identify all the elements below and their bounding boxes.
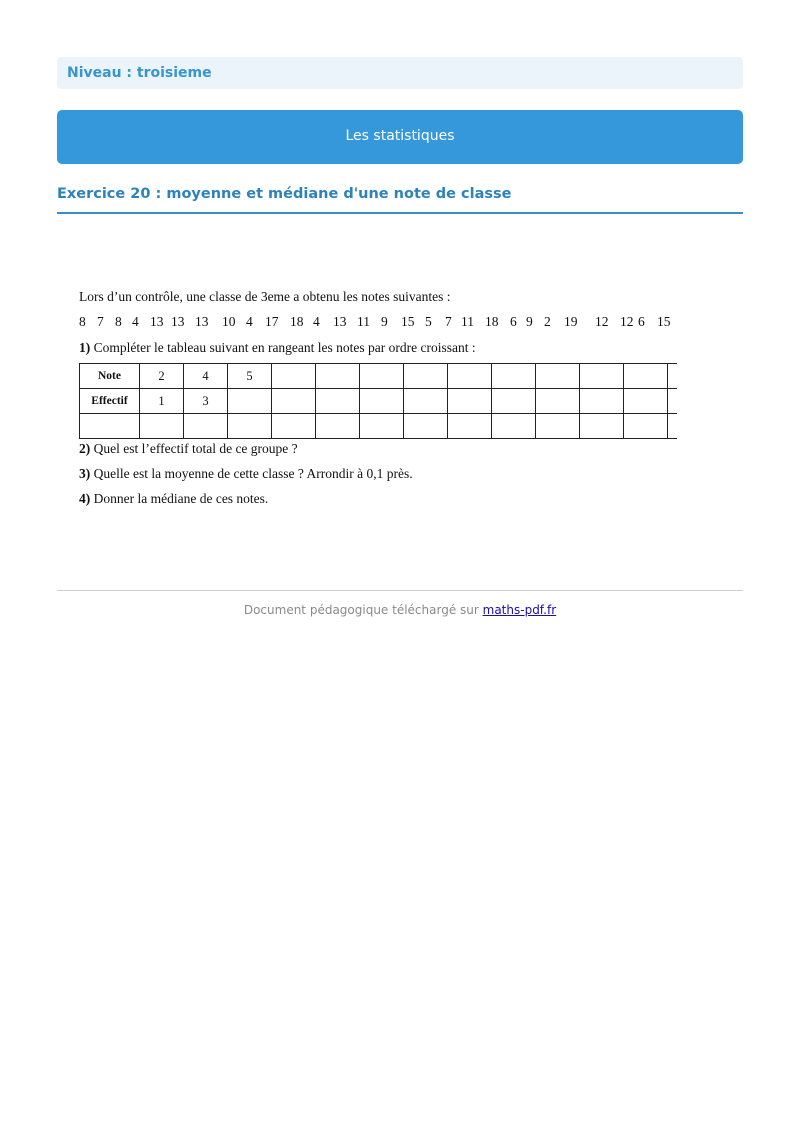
- footer-divider: [57, 590, 743, 591]
- table-cell: [624, 414, 668, 439]
- grade-value: 4: [313, 314, 320, 329]
- grade-value: 8: [115, 314, 122, 329]
- table-cell: [580, 389, 624, 414]
- table-cell: [316, 389, 360, 414]
- grade-value: 9: [381, 314, 388, 329]
- table-cell: [272, 389, 316, 414]
- table-cell: [404, 414, 448, 439]
- table-cell: [668, 389, 678, 414]
- question-3: [79, 466, 413, 482]
- table-header-effectif: Effectif: [80, 389, 140, 414]
- table-cell: [228, 389, 272, 414]
- table-cell: [184, 414, 228, 439]
- table-cell: 1: [140, 389, 184, 414]
- grades-list: [79, 314, 699, 332]
- question-1-number: 1): [79, 340, 91, 355]
- table-cell: [316, 364, 360, 389]
- topic-title: Les statistiques: [345, 128, 455, 144]
- table-cell: [228, 414, 272, 439]
- table-cell: [272, 414, 316, 439]
- grade-value: 15: [401, 314, 415, 329]
- grade-value: 15: [657, 314, 671, 329]
- question-2-text: Quel est l’effectif total de ce groupe ?: [90, 441, 298, 456]
- footer-link[interactable]: maths-pdf.fr: [482, 603, 557, 617]
- table-cell: [536, 414, 580, 439]
- table-cell: [668, 414, 678, 439]
- grade-value: 12: [595, 314, 609, 329]
- question-1-text: Compléter le tableau suivant en rangeant les notes par ordre croissant :: [90, 340, 476, 355]
- grade-value: 11: [357, 314, 370, 329]
- table-cell: [80, 414, 140, 439]
- title-divider: [57, 212, 743, 214]
- grade-value: 19: [564, 314, 578, 329]
- table-cell: [448, 414, 492, 439]
- table-cell: [448, 364, 492, 389]
- grade-value: 9: [526, 314, 533, 329]
- grade-value: 6: [638, 314, 645, 329]
- level-box: [57, 57, 743, 89]
- table-cell: [272, 364, 316, 389]
- table-row-empty: [80, 414, 678, 439]
- table-cell: [404, 364, 448, 389]
- table-cell: [536, 364, 580, 389]
- grade-value: 18: [485, 314, 499, 329]
- grade-value: 13: [171, 314, 185, 329]
- table-cell: 3: [184, 389, 228, 414]
- footer-text: Document pédagogique téléchargé sur: [243, 603, 483, 617]
- question-3-number: 3): [79, 466, 91, 481]
- table-cell: [580, 364, 624, 389]
- table-header-note: Note: [80, 364, 140, 389]
- grade-value: 13: [333, 314, 347, 329]
- table-row-notes: [80, 364, 678, 389]
- grade-value: 18: [290, 314, 304, 329]
- grade-value: 13: [150, 314, 164, 329]
- question-2: [79, 441, 298, 457]
- topic-banner: [57, 110, 743, 164]
- table-cell: [624, 364, 668, 389]
- grade-value: 8: [79, 314, 86, 329]
- table-cell: [140, 414, 184, 439]
- table-cell: [668, 364, 678, 389]
- grade-value: 10: [222, 314, 236, 329]
- table-cell: 2: [140, 364, 184, 389]
- grade-value: 2: [544, 314, 551, 329]
- grade-value: 12: [620, 314, 634, 329]
- frequency-table: [79, 363, 677, 439]
- question-3-text: Quelle est la moyenne de cette classe ? Arrondir à 0,1 près.: [90, 466, 413, 481]
- grade-value: 4: [246, 314, 253, 329]
- exercise-title: Exercice 20 : moyenne et médiane d'une note de classe: [57, 186, 512, 202]
- level-label: Niveau : troisieme: [67, 65, 212, 81]
- question-4: [79, 491, 268, 507]
- table-cell: [360, 364, 404, 389]
- grade-value: 7: [445, 314, 452, 329]
- question-4-number: 4): [79, 491, 91, 506]
- table-cell: [492, 414, 536, 439]
- grade-value: 6: [510, 314, 517, 329]
- table-cell: 5: [228, 364, 272, 389]
- table-cell: [404, 389, 448, 414]
- exercise-intro: Lors d’un contrôle, une classe de 3eme a obtenu les notes suivantes :: [79, 289, 451, 304]
- question-4-text: Donner la médiane de ces notes.: [90, 491, 269, 506]
- grade-value: 11: [461, 314, 474, 329]
- table-cell: [580, 414, 624, 439]
- grade-value: 7: [97, 314, 104, 329]
- footer: [0, 603, 800, 617]
- table-cell: [360, 389, 404, 414]
- grade-value: 17: [265, 314, 279, 329]
- table-cell: [492, 364, 536, 389]
- table-cell: [624, 389, 668, 414]
- table-cell: [536, 389, 580, 414]
- table-cell: [316, 414, 360, 439]
- exercise-image: [79, 288, 699, 513]
- grade-value: 13: [195, 314, 209, 329]
- table-cell: [448, 389, 492, 414]
- table-cell: [360, 414, 404, 439]
- table-row-effectifs: [80, 389, 678, 414]
- table-cell: [492, 389, 536, 414]
- grade-value: 5: [425, 314, 432, 329]
- table-cell: 4: [184, 364, 228, 389]
- question-1: [79, 340, 476, 356]
- question-2-number: 2): [79, 441, 91, 456]
- grade-value: 4: [132, 314, 139, 329]
